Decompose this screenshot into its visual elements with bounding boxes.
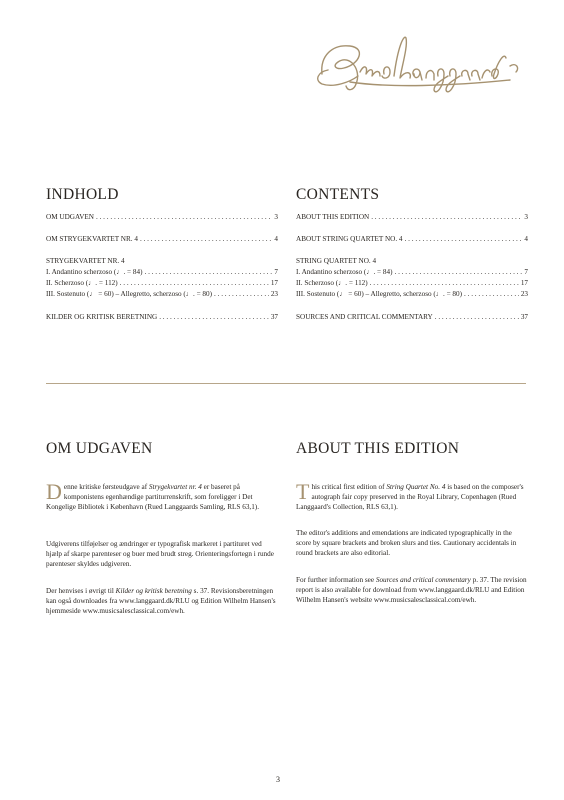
toc-english-title: CONTENTS bbox=[296, 186, 380, 203]
toc-entry[interactable]: III. Sostenuto (♩ = 60) – Allegretto, scherzoso (♩. = 80) . . . 23 bbox=[296, 290, 528, 300]
about-english-paragraph-2: The editor's additions and emendations are indicated typographically in the score by square brackets and broken slurs and ties. Cautionary accidentals in round brackets are also editorial. bbox=[296, 529, 517, 558]
drop-cap: D bbox=[46, 479, 62, 504]
toc-danish bbox=[46, 186, 278, 336]
toc-group-heading: STRYGEKVARTET NR. 4 bbox=[46, 257, 125, 265]
toc-entry[interactable]: II. Scherzoso (♩. = 112) . . . 17 bbox=[46, 279, 278, 289]
toc-english bbox=[296, 186, 528, 336]
about-english-paragraph-3: For further information see Sources and critical commentary p. 37. The revision report is also available for download from www.langgaard.dk/RLU and Edition Wilhelm Hansen's website www.musicsalesclassical.com/ewh. bbox=[296, 576, 527, 605]
toc-entry[interactable]: III. Sostenuto (♩ = 60) – Allegretto, scherzoso (♩. = 80) . . . 23 bbox=[46, 290, 278, 300]
toc-entry[interactable]: II. Scherzoso (♩. = 112) . . . 17 bbox=[296, 279, 528, 289]
about-danish-title: OM UDGAVEN bbox=[46, 440, 153, 457]
about-english-paragraph-1: This critical first edition of String Quartet No. 4 is based on the composer's autograph fair copy preserved in the Royal Library, Copenhagen (Rued Langgaard's Collection, RLS 63,1). bbox=[296, 479, 524, 512]
toc-entry[interactable]: KILDER OG KRITISK BERETNING . . . 37 bbox=[46, 313, 278, 323]
toc-entry[interactable]: I. Andantino scherzoso (♩. = 84) . . . 7 bbox=[46, 268, 278, 278]
toc-entry[interactable]: OM UDGAVEN . . . 3 bbox=[46, 213, 278, 223]
about-danish-paragraph-2: Udgiverens tilføjelser og ændringer er typografisk markeret i partituret ved hjælp af skarpe parenteser og buer med brudt streg. Orienteringsfortegn i runde parenteser skyldes udgiveren. bbox=[46, 540, 274, 569]
about-english-title: ABOUT THIS EDITION bbox=[296, 440, 460, 457]
toc-entry[interactable]: ABOUT THIS EDITION . . . 3 bbox=[296, 213, 528, 223]
toc-entry[interactable]: SOURCES AND CRITICAL COMMENTARY . . . 37 bbox=[296, 313, 528, 323]
toc-danish-title: INDHOLD bbox=[46, 186, 119, 203]
page-number: 3 bbox=[276, 775, 280, 784]
signature-image bbox=[310, 26, 530, 100]
about-english bbox=[296, 440, 528, 640]
about-danish-paragraph-1: Denne kritiske førsteudgave af Strygekvartet nr. 4 er baseret på komponistens egenhændige partiturrenskrift, som foreligger i Det Kongelige Bibliotek i København (Rued Langgaards Samling, RLS 63,1). bbox=[46, 479, 259, 512]
toc-entry[interactable]: I. Andantino scherzoso (♩. = 84) . . . 7 bbox=[296, 268, 528, 278]
about-danish bbox=[46, 440, 278, 640]
toc-group-heading: STRING QUARTET NO. 4 bbox=[296, 257, 377, 265]
drop-cap: T bbox=[296, 479, 310, 504]
section-divider bbox=[46, 383, 526, 384]
about-danish-paragraph-3: Der henvises i øvrigt til Kilder og kritisk beretning s. 37. Revisionsberetningen kan også downloades fra www.langgaard.dk/RLU og Edition Wilhelm Hansen's hjemmeside www.musicsalesclassical.com/ewh. bbox=[46, 587, 276, 616]
toc-entry[interactable]: OM STRYGEKVARTET NR. 4 . . . 4 bbox=[46, 235, 278, 245]
toc-entry[interactable]: ABOUT STRING QUARTET NO. 4 . . . 4 bbox=[296, 235, 528, 245]
